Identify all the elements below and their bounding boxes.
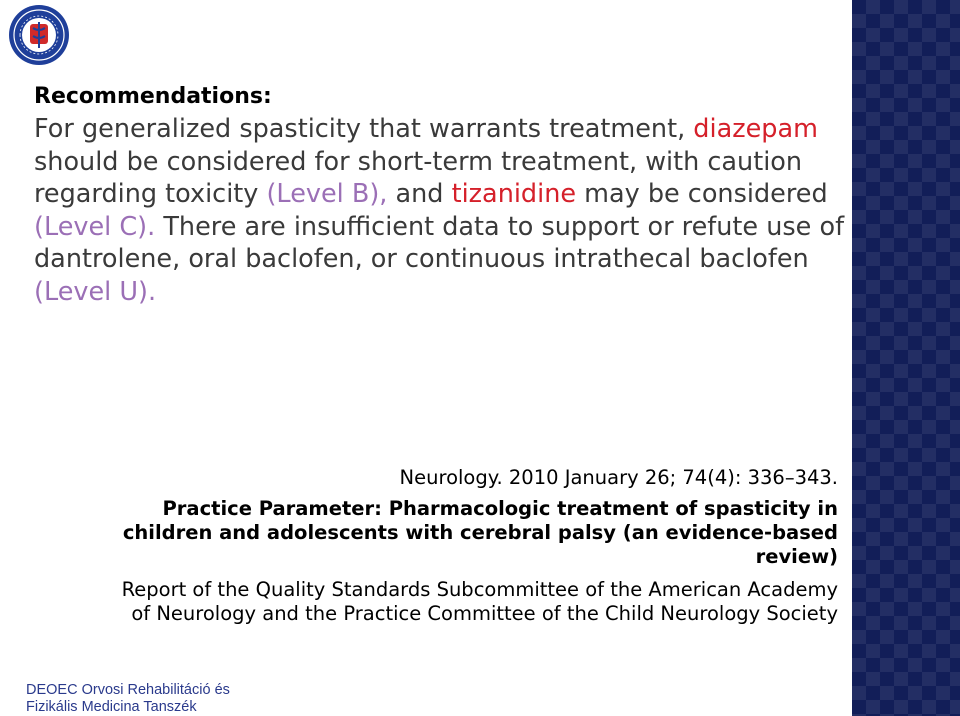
- reference-report: Report of the Quality Standards Subcommittee of the American Academy of Neurology and the Practice Committee of the Child Neurology Society: [121, 578, 838, 625]
- recommendation-segment-red: tizanidine: [451, 179, 577, 209]
- recommendation-segment-normal: and: [387, 179, 452, 209]
- recommendation-segment-purple: (Level U).: [34, 276, 157, 307]
- university-seal-icon: [8, 4, 70, 66]
- recommendation-segment-purple: (Level C).: [34, 211, 156, 242]
- recommendation-segment-normal: For generalized spasticity that warrants treatment,: [34, 114, 694, 144]
- footer-line-2: Fizikális Medicina Tanszék: [26, 699, 197, 715]
- decorative-side-band: [852, 0, 960, 716]
- recommendations-text: [34, 113, 849, 308]
- reference-journal: Neurology. 2010 January 26; 74(4): 336–343.: [399, 466, 838, 489]
- recommendation-segment-normal: There are insufficient data to support or refute use of dantrolene, oral baclofen, or continuous intrathecal baclofen: [34, 211, 845, 274]
- reference-title: Practice Parameter: Pharmacologic treatment of spasticity in children and adolescents with cerebral palsy (an evidence-based review): [122, 497, 838, 568]
- recommendation-segment-normal: may be considered: [576, 179, 828, 209]
- recommendation-segment-normal: should be considered for short-term treatment, with caution regarding toxicity: [34, 146, 803, 209]
- footer-line-1: DEOEC Orvosi Rehabilitáció és: [26, 682, 230, 698]
- footer-institution: [26, 682, 230, 716]
- recommendations-heading: Recommendations:: [34, 84, 272, 109]
- recommendation-segment-red: diazepam: [693, 114, 818, 144]
- recommendation-segment-purple: (Level B),: [266, 179, 388, 209]
